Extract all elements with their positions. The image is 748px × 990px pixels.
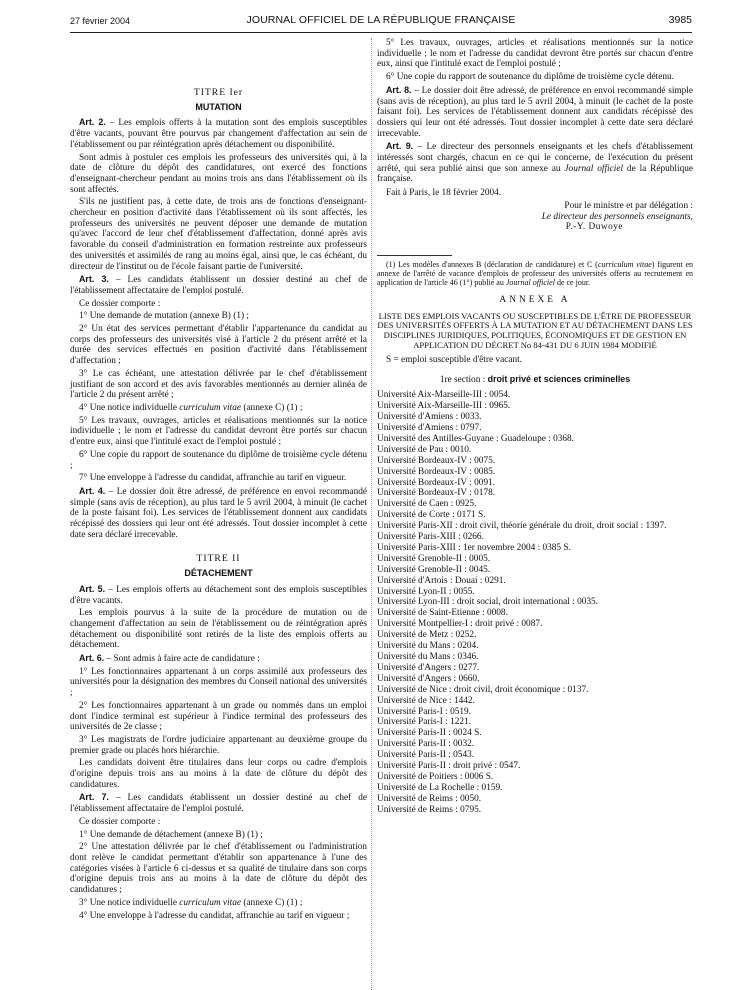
detach-item-1: 1° Une demande de détachement (annexe B) (1) ; [79, 829, 263, 840]
titre-2-heading: TITRE II [196, 553, 241, 565]
university-list-item: Université d'Amiens : 0033. [377, 412, 482, 423]
dossier-intro: Ce dossier comporte : [79, 298, 161, 309]
signature-title: Le directeur des personnels enseignants, [541, 211, 693, 222]
column-divider [371, 38, 372, 990]
university-list-item: Université Aix-Marseille-III : 0965. [377, 401, 511, 412]
annexe-heading: ANNEXE A [499, 294, 571, 305]
footnote [377, 260, 693, 287]
university-list-item: Université Paris-II : droit privé : 0547. [377, 761, 521, 772]
detachement-heading: DÉTACHEMENT [184, 568, 253, 579]
university-list-item: Université Paris-XIII : 0266. [377, 532, 484, 543]
s-note: S = emploi susceptible d'être vacant. [386, 354, 523, 365]
paragraph-candidats: Les candidats doivent être titulaires dans leur corps ou cadre d'emplois d'origine depuis trois ans au moins à la date de clôture du dépôt des candidatures. [70, 758, 367, 790]
article-4-label: Art. 4. [79, 485, 106, 496]
dossier-item-3: 3° Le cas échéant, une attestation délivrée par le chef d'établissement justifiant de son accord et des avis favorables mentionnés au dernier alinéa de l'article 2 du présent arrêté ; [70, 368, 367, 401]
article-7 [70, 792, 367, 814]
footnote-mid: ) figurent en annexe de l'arrêté de vacance d'emplois de professeur des universités offerts au recrutement en application de l'article 46 (1°) publié au [377, 259, 693, 287]
article-7-text: – Les candidats établissent un dossier destiné au chef de l'établissement affectataire de l'emploi postulé. [70, 793, 368, 815]
article-3-label: Art. 3. [79, 274, 109, 285]
titre-1-heading: TITRE Ier [193, 87, 244, 98]
article-8-text: – Le dossier doit être adressé, de préférence en envoi recommandé simple (sans avis de réception), au plus tard le 5 avril 2004, à minuit (le cachet de la poste faisant foi). Les services de l'établissement donnent aux candidats récépissé des dossiers qui leur ont été adressés. Tout dossier incomplet à cette date sera déclaré irrecevable. [377, 85, 693, 139]
page-number: 3985 [668, 14, 692, 26]
detach-item-3-post: (annexe C) (1) ; [241, 897, 303, 908]
dossier-item-6: 6° Une copie du rapport de soutenance du diplôme de troisième cycle détenu ; [70, 449, 367, 471]
dossier-intro-2: Ce dossier comporte : [79, 816, 161, 827]
dossier-item-5: 5° Les travaux, ouvrages, articles et réalisations mentionnés sur la notice individuelle ; le nom et l'adresse du candidat devront être portés sur chacun d'entre eux, ainsi que l'intitulé exact de l'emploi postulé ; [70, 415, 367, 448]
university-list-item: Université Bordeaux-IV : 0085. [377, 466, 496, 477]
article-2 [70, 117, 367, 150]
article-3 [70, 274, 367, 296]
annexe-list-title: LISTE DES EMPLOIS VACANTS OU SUSCEPTIBLES DE L'ÊTRE DE PROFESSEUR DES UNIVERSITÉS OFFERTS À LA MUTATION ET AU DÉTACHEMENT DANS LES DISCIPLINES JURIDIQUES, POLITIQUES, ÉCONOMIQUES ET DE GESTION EN APPLICATION DU DÉCRET No 84-431 DU 6 JUIN 1984 MODIFIÉ [377, 310, 693, 351]
university-list-item: Université de Saint-Etienne : 0008. [377, 608, 508, 619]
university-list-item: Université d'Angers : 0660. [377, 673, 480, 684]
journal-title: JOURNAL OFFICIEL DE LA RÉPUBLIQUE FRANÇAISE [246, 14, 516, 26]
section-heading [377, 374, 693, 386]
university-list-item: Université d'Artois : Douai : 0291. [377, 575, 506, 586]
candidate-item-2: 2° Les fonctionnaires appartenant à un grade ou nommés dans un emploi dont l'indice terminal est supérieur à l'indice terminal des professeurs des universités de 2e classe ; [70, 700, 367, 733]
university-list-item: Université de Caen : 0925. [377, 499, 477, 510]
section-prefix: 1re section : [439, 374, 488, 385]
university-list-item: Université de La Rochelle : 0159. [377, 782, 503, 793]
article-9-italic: Journal officiel [564, 163, 624, 174]
article-3-text: – Les candidats établissent un dossier destiné au chef de l'établissement affectataire de l'emploi postulé. [70, 275, 368, 296]
article-8 [377, 85, 693, 140]
university-list-item: Université Bordeaux-IV : 0075. [377, 455, 496, 466]
university-list-item: Université Paris-II : 0032. [377, 739, 475, 750]
university-list-item: Université de Metz : 0252. [377, 630, 477, 641]
university-list-item: Université Paris-I : 1221. [377, 717, 471, 728]
footnote-rule [377, 255, 452, 256]
article-4 [70, 486, 367, 541]
university-list-item: Université d'Amiens : 0797. [377, 422, 482, 433]
university-list-item: Université Paris-II : 0543. [377, 750, 475, 761]
article-4-text: – Le dossier doit être adressé, de préférence en envoi recommandé simple (sans avis de réception), au plus tard le 5 avril 2004, à minuit (le cachet de la poste faisant foi). Les services de l'établissement donnent aux candidats récépissé des dossiers qui leur ont été adressés. Tout dossier incomplet à cette date sera déclaré irrecevable. [70, 486, 367, 540]
article-5-label: Art. 5. [79, 583, 106, 594]
university-list-item: Université Paris-XII : droit civil, théorie générale du droit, droit social : 1397. [377, 521, 667, 532]
right-item-6: 6° Une copie du rapport de soutenance du diplôme de troisième cycle détenu. [386, 72, 674, 83]
university-list-item: Université de Pau : 0010. [377, 444, 472, 455]
article-2-label: Art. 2. [79, 117, 106, 128]
signature-line-1: Pour le ministre et par délégation : [564, 200, 693, 211]
article-5 [70, 584, 367, 606]
article-9 [377, 141, 693, 185]
dossier-item-1: 1° Une demande de mutation (annexe B) (1) ; [79, 311, 249, 322]
page-header [70, 14, 692, 30]
university-list-item: Université Montpellier-I : droit privé : 0087. [377, 619, 543, 630]
university-list-item: Université Paris-II : 0024 S. [377, 728, 482, 739]
university-list-item: Université de Reims : 0795. [377, 804, 482, 815]
university-list-item: Université Paris-XIII : 1er novembre 2004 : 0385 S. [377, 542, 571, 553]
footnote-post: de ce jour. [554, 277, 591, 287]
article-9-label: Art. 9. [386, 141, 414, 152]
mutation-heading: MUTATION [195, 101, 242, 112]
item-4-post: (annexe C) (1) ; [241, 402, 303, 413]
paragraph-les-emplois: Les emplois pourvus à la suite de la procédure de mutation ou de changement d'affectation au sein de l'établissement ou de réintégration après détachement ou disponibilité sont retirés de la liste des emplois offerts au détachement. [70, 608, 367, 651]
detach-item-3-pre: 3° Une notice individuelle [79, 897, 180, 908]
right-column [377, 38, 693, 816]
header-rule [70, 32, 692, 33]
article-8-label: Art. 8. [386, 84, 412, 95]
footnote-pre: (1) Les modèles d'annexes B (déclaration de candidature) et C ( [386, 259, 598, 269]
article-7-label: Art. 7. [79, 792, 109, 803]
university-list-item: Université du Mans : 0346. [377, 652, 479, 662]
university-list [377, 390, 693, 815]
issue-date: 27 février 2004 [70, 16, 131, 26]
university-list-item: Université d'Angers : 0277. [377, 662, 480, 673]
item-4-pre: 4° Une notice individuelle [79, 402, 180, 413]
dossier-item-2: 2° Un état des services permettant d'établir l'appartenance du candidat au corps des professeurs des universités visé à l'article 2 du présent arrêté et la durée des services effectués en position d'activité dans l'établissement d'affectation ; [70, 324, 367, 367]
university-list-item: Université Paris-I : 0519. [377, 706, 471, 717]
candidate-item-3: 3° Les magistrats de l'ordre judiciaire appartenant au deuxième groupe du premier grade ou placés hors hiérarchie. [70, 734, 367, 756]
university-list-item: Université Bordeaux-IV : 0178. [377, 488, 496, 499]
footnote-italic-2: Journal officiel [505, 277, 555, 287]
article-9-pre: – Le directeur des personnels enseignants et les chefs d'établissement intéressés sont chargés, chacun en ce qui le concerne, de l'exécution du présent arrêté, qui sera publié ainsi que son annexe au [377, 142, 693, 174]
university-list-item: Université Lyon-III : droit social, droit international : 0035. [377, 597, 599, 608]
university-list-item: Université de Corte : 0171 S. [377, 510, 486, 521]
footnote-italic: curriculum vitae [597, 259, 652, 269]
university-list-item: Université de Poitiers : 0006 S. [377, 771, 494, 782]
item-4-italic: curriculum vitae [179, 402, 241, 413]
dossier-item-7: 7° Une enveloppe à l'adresse du candidat, affranchie au tarif en vigueur. [79, 473, 347, 484]
university-list-item: Université de Nice : 1442. [377, 695, 475, 706]
candidate-item-1: 1° Les fonctionnaires appartenant à un corps assimilé aux professeurs des universités pour la désignation des membres du Conseil national des universités ; [70, 666, 367, 699]
university-list-item: Université du Mans : 0204. [377, 641, 479, 652]
detach-item-3 [70, 898, 367, 909]
signature-line-2 [377, 212, 693, 223]
article-6 [70, 653, 367, 665]
section-title: droit privé et sciences criminelles [487, 373, 631, 384]
detach-item-4: 4° Une enveloppe à l'adresse du candidat, affranchie au tarif en vigueur ; [79, 910, 350, 921]
paragraph-sils: S'ils ne justifient pas, à cette date, de trois ans de fonctions d'enseignant-chercheur en position d'activité dans l'établissement où ils sont affectés, les professeurs des universités ne peuvent déposer une demande de mutation qu'avec l'accord de leur chef d'établissement d'affectation, donné après avis favorable du conseil d'administration en formation restreinte aux professeurs des universités et assimilés de rang au moins égal, ainsi que, le cas échéant, du directeur de l'institut ou de l'école faisant partie de l'université. [70, 197, 367, 272]
dossier-item-4 [70, 403, 367, 414]
article-6-text: – Sont admis à faire acte de candidature : [104, 654, 260, 665]
detach-item-3-italic: curriculum vitae [179, 897, 241, 908]
left-column [70, 38, 367, 923]
article-2-text: – Les emplois offerts à la mutation sont des emplois susceptibles d'être vacants, pouvant être pourvus par changement d'affectation au sein de l'établissement ou par réintégration après détachement ou disponibilité. [70, 118, 367, 150]
university-list-item: Université Grenoble-II : 0045. [377, 564, 491, 575]
university-list-item: Université de Reims : 0050. [377, 793, 482, 804]
university-list-item: Université des Antilles-Guyane : Guadeloupe : 0368. [377, 433, 575, 444]
detach-item-2: 2° Une attestation délivrée par le chef d'établissement ou l'administration dont relève le candidat permettant d'établir son appartenance à l'une des catégories visées à l'article 6 ci-dessus et sa qualité de titulaire dans son corps d'origine depuis trois ans au moins à la date de clôture du dépôt des candidatures ; [70, 842, 367, 896]
university-list-item: Université Bordeaux-IV : 0091. [377, 477, 496, 488]
article-9-post: de la République française. [377, 163, 694, 185]
fait-a-paris: Fait à Paris, le 18 février 2004. [386, 188, 502, 199]
article-6-label: Art. 6. [79, 653, 105, 664]
university-list-item: Université de Nice : droit civil, droit économique : 0137. [377, 684, 589, 695]
university-list-item: Université Lyon-II : 0055. [377, 586, 475, 597]
signature-name: P.-Y. Duwoye [565, 222, 623, 233]
right-item-5: 5° Les travaux, ouvrages, articles et réalisations mentionnés sur la notice individuelle ; le nom et l'adresse du candidat devront être portés sur chacun d'entre eux, ainsi que l'intitulé exact de l'emploi postulé ; [377, 38, 693, 70]
university-list-item: Université Aix-Marseille-III : 0054. [377, 390, 511, 401]
paragraph-sont-admis: Sont admis à postuler ces emplois les professeurs des universités qui, à la date de clôture du dépôt des candidatures, ont exercé des fonctions d'enseignant-chercheur pendant au moins trois ans dans l'établissement où ils sont affectés. [70, 152, 367, 195]
university-list-item: Université Grenoble-II : 0005. [377, 553, 491, 564]
article-5-text: – Les emplois offerts au détachement sont des emplois susceptibles d'être vacants. [70, 584, 367, 606]
